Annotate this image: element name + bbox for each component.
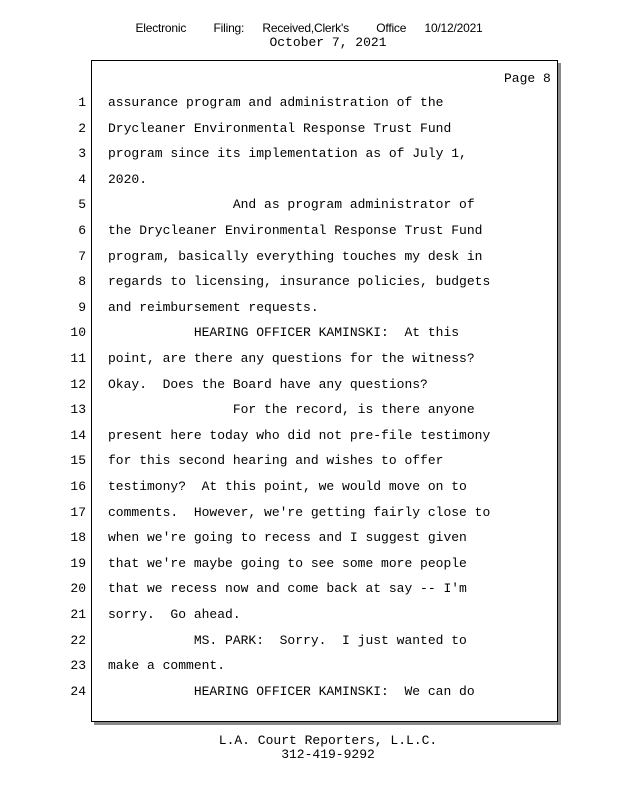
line-number: 10	[70, 325, 86, 341]
transcript-line	[0, 246, 560, 268]
page-number: Page 8	[504, 71, 551, 86]
line-text: sorry. Go ahead.	[108, 607, 241, 622]
line-number: 20	[70, 581, 86, 597]
line-text: that we're maybe going to see some more people	[108, 555, 467, 571]
line-number: 11	[70, 351, 86, 366]
line-number: 4	[78, 171, 86, 187]
transcript-line	[0, 374, 560, 396]
line-text: And as program administrator of	[108, 197, 475, 213]
transcript-line	[0, 399, 560, 421]
line-text: regards to licensing, insurance policies, budgets	[108, 274, 491, 290]
line-number: 7	[78, 248, 86, 264]
line-number: 14	[70, 427, 86, 443]
transcript-line	[0, 220, 560, 242]
line-number: 24	[70, 683, 86, 699]
line-text: point, are there any questions for the witness?	[108, 351, 475, 366]
line-number: 6	[78, 223, 86, 238]
line-number: 8	[78, 274, 86, 290]
transcript-line	[0, 476, 560, 498]
line-text: and reimbursement requests.	[108, 299, 319, 315]
line-number: 21	[70, 607, 86, 622]
line-text: comments. However, we're getting fairly close to	[108, 504, 491, 520]
transcript-line	[0, 604, 560, 626]
line-text: HEARING OFFICER KAMINSKI: At this	[108, 325, 460, 341]
line-number: 9	[78, 299, 86, 315]
line-text: Okay. Does the Board have any questions?	[108, 376, 428, 392]
line-text: For the record, is there anyone	[108, 402, 475, 418]
line-text: testimony? At this point, we would move on to	[108, 479, 467, 494]
reporter-phone: 312-419-9292	[281, 747, 375, 762]
line-number: 13	[70, 402, 86, 418]
line-text: present here today who did not pre-file testimony	[108, 427, 491, 443]
line-number: 12	[70, 376, 86, 392]
line-text: assurance program and administration of the	[108, 95, 444, 110]
hearing-date: October 7, 2021	[269, 35, 387, 50]
transcript-line	[0, 169, 560, 191]
line-text: 2020.	[108, 171, 148, 187]
line-number: 3	[78, 146, 86, 162]
transcript-line	[0, 655, 560, 677]
line-text: Drycleaner Environmental Response Trust Fund	[108, 120, 452, 136]
line-text: that we recess now and come back at say -- I'm	[108, 581, 467, 597]
reporter-company: L.A. Court Reporters, L.L.C.	[218, 733, 438, 748]
line-number: 18	[70, 530, 86, 546]
transcript-line	[0, 553, 560, 575]
line-number: 1	[78, 95, 86, 110]
line-text: when we're going to recess and I suggest given	[108, 530, 467, 546]
line-text: for this second hearing and wishes to offer	[108, 453, 444, 469]
transcript-line	[0, 348, 560, 370]
transcript-line	[0, 143, 560, 165]
transcript-line	[0, 92, 560, 114]
line-number: 5	[78, 197, 86, 213]
transcript-line	[0, 118, 560, 140]
transcript-line	[0, 578, 560, 600]
transcript-line	[0, 502, 560, 524]
line-text: program since its implementation as of July 1,	[108, 146, 467, 162]
transcript-line	[0, 271, 560, 293]
line-number: 19	[70, 555, 86, 571]
line-number: 2	[78, 120, 86, 136]
line-text: make a comment.	[108, 658, 226, 674]
line-text: the Drycleaner Environmental Response Trust Fund	[108, 223, 483, 238]
transcript-line	[0, 527, 560, 549]
line-text: program, basically everything touches my desk in	[108, 248, 483, 264]
line-number: 17	[70, 504, 86, 520]
transcript-line	[0, 630, 560, 652]
line-number: 23	[70, 658, 86, 674]
line-number: 16	[70, 479, 86, 494]
transcript-line	[0, 194, 560, 216]
line-text: HEARING OFFICER KAMINSKI: We can do	[108, 683, 475, 699]
line-text: MS. PARK: Sorry. I just wanted to	[108, 632, 467, 648]
transcript-line	[0, 297, 560, 319]
transcript-line	[0, 322, 560, 344]
transcript-line	[0, 425, 560, 447]
transcript-line	[0, 681, 560, 703]
electronic-filing-stamp: Electronic Filing: Received,Clerk's Office 10/12/2021	[135, 21, 483, 35]
line-number: 15	[70, 453, 86, 469]
transcript-line	[0, 450, 560, 472]
line-number: 22	[70, 632, 86, 648]
